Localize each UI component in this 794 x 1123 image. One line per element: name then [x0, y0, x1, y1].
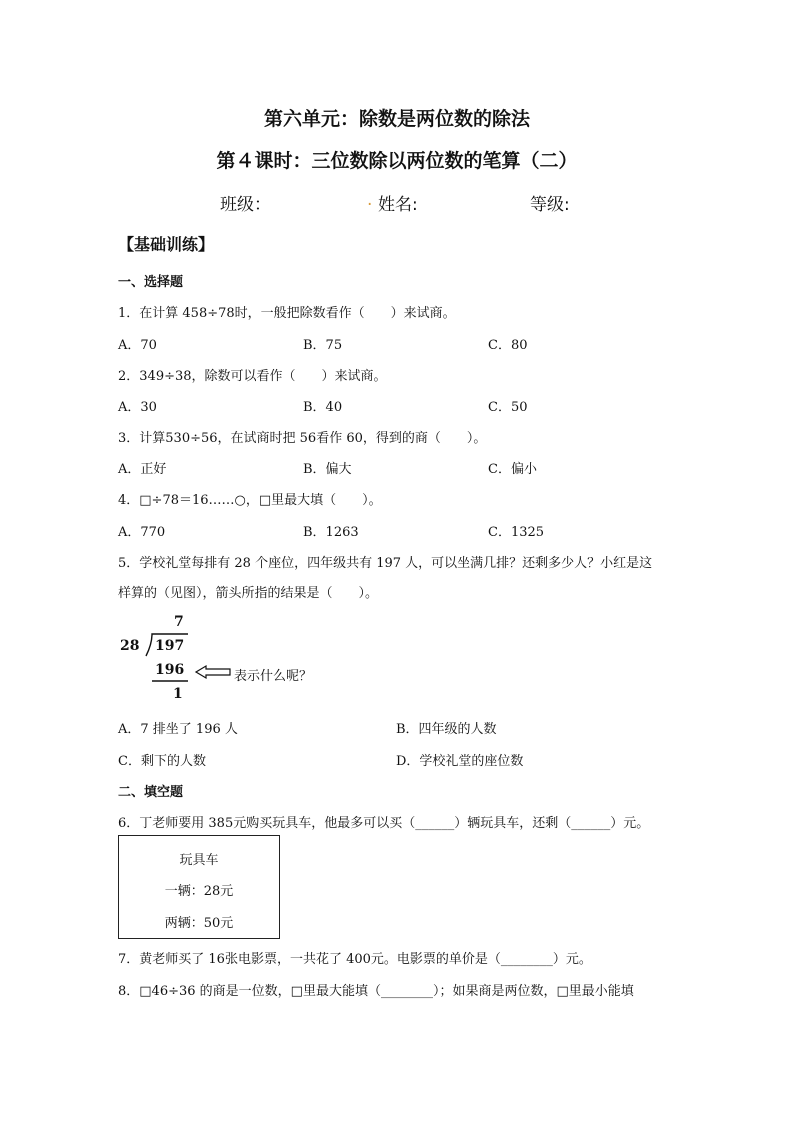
part2-title: 二、填空题 [118, 785, 184, 800]
toy-car-box-title: 玩具车 [179, 853, 219, 868]
q3-option-b: B．偏大 [303, 462, 352, 477]
q3-stem: 3．计算530÷56，在试商时把 56看作 60，得到的商（ ）。 [118, 431, 487, 446]
q5-option-d: D．学校礼堂的座位数 [396, 754, 524, 769]
class-label: 班级： [220, 195, 271, 215]
q4-option-a: A．770 [118, 525, 166, 540]
long-division-figure [118, 612, 348, 707]
q2-option-c: C．50 [488, 400, 528, 415]
q1-option-c: C．80 [488, 338, 528, 353]
division-divisor: 28 [120, 638, 140, 654]
division-arrow-note: 表示什么呢？ [234, 669, 313, 684]
q4-stem: 4．□÷78＝16……○，□里最大填（ ）。 [118, 493, 382, 508]
toy-car-price-box [118, 835, 280, 939]
q2-stem: 2．349÷38，除数可以看作（ ）来试商。 [118, 369, 387, 384]
q2-option-b: B．40 [303, 400, 343, 415]
q2-option-a: A．30 [118, 400, 157, 415]
q4-option-b: B．1263 [303, 525, 359, 540]
q8-stem: 8．□46÷36 的商是一位数，□里最大能填（________）；如果商是两位数，□里最小能填 [118, 984, 634, 999]
section-title: 【基础训练】 [118, 235, 215, 254]
q5-option-c: C．剩下的人数 [118, 754, 206, 769]
q1-option-a: A．70 [118, 338, 157, 353]
unit-title: 第六单元：除数是两位数的除法 [263, 108, 530, 130]
division-lines [118, 612, 348, 707]
toy-car-price-one: 一辆：28元 [164, 884, 234, 899]
q1-option-b: B．75 [303, 338, 343, 353]
q3-option-a: A．正好 [118, 462, 167, 477]
name-dot: . [367, 190, 373, 210]
q5-stem-line1: 5．学校礼堂每排有 28 个座位，四年级共有 197 人，可以坐满几排？还剩多少人？小红是这 [118, 556, 653, 571]
toy-car-price-two: 两辆：50元 [164, 916, 234, 931]
q5-option-a: A．7 排坐了 196 人 [118, 722, 238, 737]
division-remainder: 1 [173, 686, 183, 702]
left-arrow-icon [196, 666, 230, 678]
division-dividend: 197 [155, 638, 185, 654]
q3-option-c: C．偏小 [488, 462, 537, 477]
grade-label: 等级: [530, 195, 570, 215]
name-label: 姓名: [378, 195, 418, 215]
q1-stem: 1．在计算 458÷78时，一般把除数看作（ ）来试商。 [118, 306, 456, 321]
part1-title: 一、选择题 [118, 275, 184, 290]
q6-stem: 6．丁老师要用 385元购买玩具车，他最多可以买（______）辆玩具车，还剩（______）元。 [118, 816, 650, 831]
q5-option-b: B．四年级的人数 [396, 722, 497, 737]
q7-stem: 7．黄老师买了 16张电影票，一共花了 400元。电影票的单价是（________）元。 [118, 952, 592, 967]
division-quotient: 7 [174, 614, 184, 630]
division-product: 196 [155, 662, 185, 678]
q4-option-c: C．1325 [488, 525, 545, 540]
lesson-title: 第４课时：三位数除以两位数的笔算（二） [216, 150, 578, 172]
q5-stem-line2: 样算的（见图），箭头所指的结果是（ ）。 [118, 586, 379, 601]
